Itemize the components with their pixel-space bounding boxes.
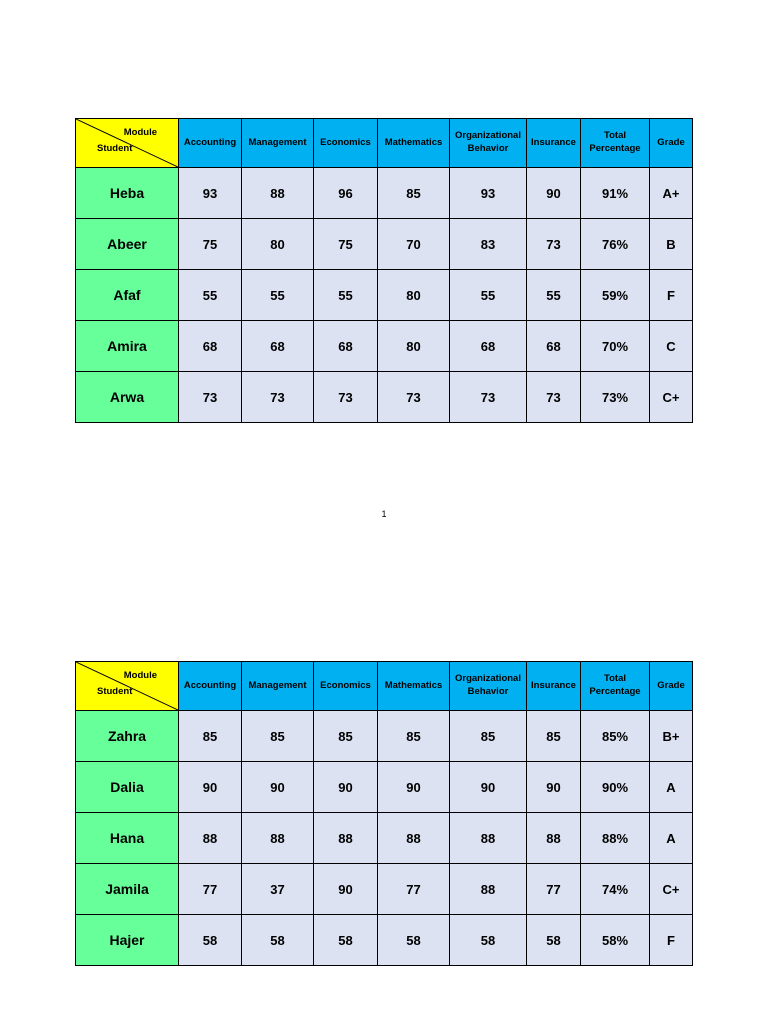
- accounting-score: 88: [179, 813, 242, 864]
- table-row: [76, 915, 693, 966]
- mathematics-score: 58: [378, 915, 450, 966]
- economics-score: 73: [314, 372, 378, 423]
- grade: B+: [650, 711, 693, 762]
- table-row: [76, 321, 693, 372]
- grade: C+: [650, 864, 693, 915]
- management-score: 90: [242, 762, 314, 813]
- organizational-behavior-score: 73: [450, 372, 527, 423]
- management-score: 88: [242, 813, 314, 864]
- mathematics-score: 70: [378, 219, 450, 270]
- management-score: 37: [242, 864, 314, 915]
- table-row: [76, 168, 693, 219]
- header-management: Management: [242, 119, 314, 168]
- table-row: [76, 270, 693, 321]
- accounting-score: 93: [179, 168, 242, 219]
- organizational-behavior-score: 88: [450, 813, 527, 864]
- header-management: Management: [242, 662, 314, 711]
- insurance-score: 77: [527, 864, 581, 915]
- mathematics-score: 80: [378, 321, 450, 372]
- management-score: 55: [242, 270, 314, 321]
- accounting-score: 68: [179, 321, 242, 372]
- economics-score: 96: [314, 168, 378, 219]
- accounting-score: 75: [179, 219, 242, 270]
- organizational-behavior-score: 58: [450, 915, 527, 966]
- total-percentage: 91%: [581, 168, 650, 219]
- header-grade: Grade: [650, 662, 693, 711]
- management-score: 80: [242, 219, 314, 270]
- management-score: 73: [242, 372, 314, 423]
- header-insurance: Insurance: [527, 119, 581, 168]
- mathematics-score: 90: [378, 762, 450, 813]
- header-row: [76, 119, 693, 168]
- header-economics: Economics: [314, 662, 378, 711]
- student-name: Amira: [76, 321, 179, 372]
- organizational-behavior-score: 55: [450, 270, 527, 321]
- grade: C: [650, 321, 693, 372]
- management-score: 85: [242, 711, 314, 762]
- student-name: Jamila: [76, 864, 179, 915]
- accounting-score: 55: [179, 270, 242, 321]
- student-name: Dalia: [76, 762, 179, 813]
- student-name: Afaf: [76, 270, 179, 321]
- mathematics-score: 73: [378, 372, 450, 423]
- total-percentage: 73%: [581, 372, 650, 423]
- economics-score: 85: [314, 711, 378, 762]
- total-percentage: 76%: [581, 219, 650, 270]
- total-percentage: 90%: [581, 762, 650, 813]
- header-accounting: Accounting: [179, 119, 242, 168]
- student-name: Abeer: [76, 219, 179, 270]
- mathematics-score: 85: [378, 168, 450, 219]
- organizational-behavior-score: 88: [450, 864, 527, 915]
- header-organizational-behavior: Organizational Behavior: [450, 119, 527, 168]
- student-name: Arwa: [76, 372, 179, 423]
- economics-score: 75: [314, 219, 378, 270]
- insurance-score: 55: [527, 270, 581, 321]
- table-body: [76, 168, 693, 423]
- insurance-score: 58: [527, 915, 581, 966]
- mathematics-score: 85: [378, 711, 450, 762]
- total-percentage: 58%: [581, 915, 650, 966]
- table-body: [76, 711, 693, 966]
- header-accounting: Accounting: [179, 662, 242, 711]
- total-percentage: 85%: [581, 711, 650, 762]
- economics-score: 68: [314, 321, 378, 372]
- accounting-score: 77: [179, 864, 242, 915]
- total-percentage: 88%: [581, 813, 650, 864]
- organizational-behavior-score: 68: [450, 321, 527, 372]
- corner-module-label: Module: [123, 127, 157, 138]
- table-row: [76, 219, 693, 270]
- total-percentage: 70%: [581, 321, 650, 372]
- header-mathematics: Mathematics: [378, 662, 450, 711]
- economics-score: 90: [314, 762, 378, 813]
- management-score: 68: [242, 321, 314, 372]
- economics-score: 90: [314, 864, 378, 915]
- accounting-score: 58: [179, 915, 242, 966]
- table-row: [76, 864, 693, 915]
- page-number: 1: [381, 509, 387, 519]
- corner-cell: [76, 662, 179, 711]
- insurance-score: 85: [527, 711, 581, 762]
- corner-module-label: Module: [123, 670, 157, 681]
- corner-student-label: Student: [97, 686, 133, 698]
- accounting-score: 85: [179, 711, 242, 762]
- total-percentage: 74%: [581, 864, 650, 915]
- insurance-score: 68: [527, 321, 581, 372]
- corner-student-label: Student: [97, 143, 133, 155]
- header-total-percentage: Total Percentage: [581, 119, 650, 168]
- insurance-score: 73: [527, 372, 581, 423]
- economics-score: 58: [314, 915, 378, 966]
- grade: A+: [650, 168, 693, 219]
- economics-score: 55: [314, 270, 378, 321]
- economics-score: 88: [314, 813, 378, 864]
- table-row: [76, 813, 693, 864]
- header-total-percentage: Total Percentage: [581, 662, 650, 711]
- grade: F: [650, 915, 693, 966]
- insurance-score: 90: [527, 762, 581, 813]
- grades-table-1: [75, 118, 693, 423]
- grade: C+: [650, 372, 693, 423]
- table-row: [76, 711, 693, 762]
- accounting-score: 73: [179, 372, 242, 423]
- header-insurance: Insurance: [527, 662, 581, 711]
- header-row: [76, 662, 693, 711]
- organizational-behavior-score: 93: [450, 168, 527, 219]
- management-score: 88: [242, 168, 314, 219]
- insurance-score: 73: [527, 219, 581, 270]
- insurance-score: 88: [527, 813, 581, 864]
- header-mathematics: Mathematics: [378, 119, 450, 168]
- organizational-behavior-score: 83: [450, 219, 527, 270]
- grade: F: [650, 270, 693, 321]
- student-name: Hajer: [76, 915, 179, 966]
- corner-cell: [76, 119, 179, 168]
- management-score: 58: [242, 915, 314, 966]
- mathematics-score: 80: [378, 270, 450, 321]
- insurance-score: 90: [527, 168, 581, 219]
- student-name: Heba: [76, 168, 179, 219]
- table-row: [76, 372, 693, 423]
- student-name: Hana: [76, 813, 179, 864]
- mathematics-score: 88: [378, 813, 450, 864]
- header-economics: Economics: [314, 119, 378, 168]
- header-organizational-behavior: Organizational Behavior: [450, 662, 527, 711]
- organizational-behavior-score: 90: [450, 762, 527, 813]
- total-percentage: 59%: [581, 270, 650, 321]
- header-grade: Grade: [650, 119, 693, 168]
- mathematics-score: 77: [378, 864, 450, 915]
- grade: A: [650, 762, 693, 813]
- table-row: [76, 762, 693, 813]
- grades-table-2: [75, 661, 693, 966]
- organizational-behavior-score: 85: [450, 711, 527, 762]
- grade: A: [650, 813, 693, 864]
- student-name: Zahra: [76, 711, 179, 762]
- grade: B: [650, 219, 693, 270]
- accounting-score: 90: [179, 762, 242, 813]
